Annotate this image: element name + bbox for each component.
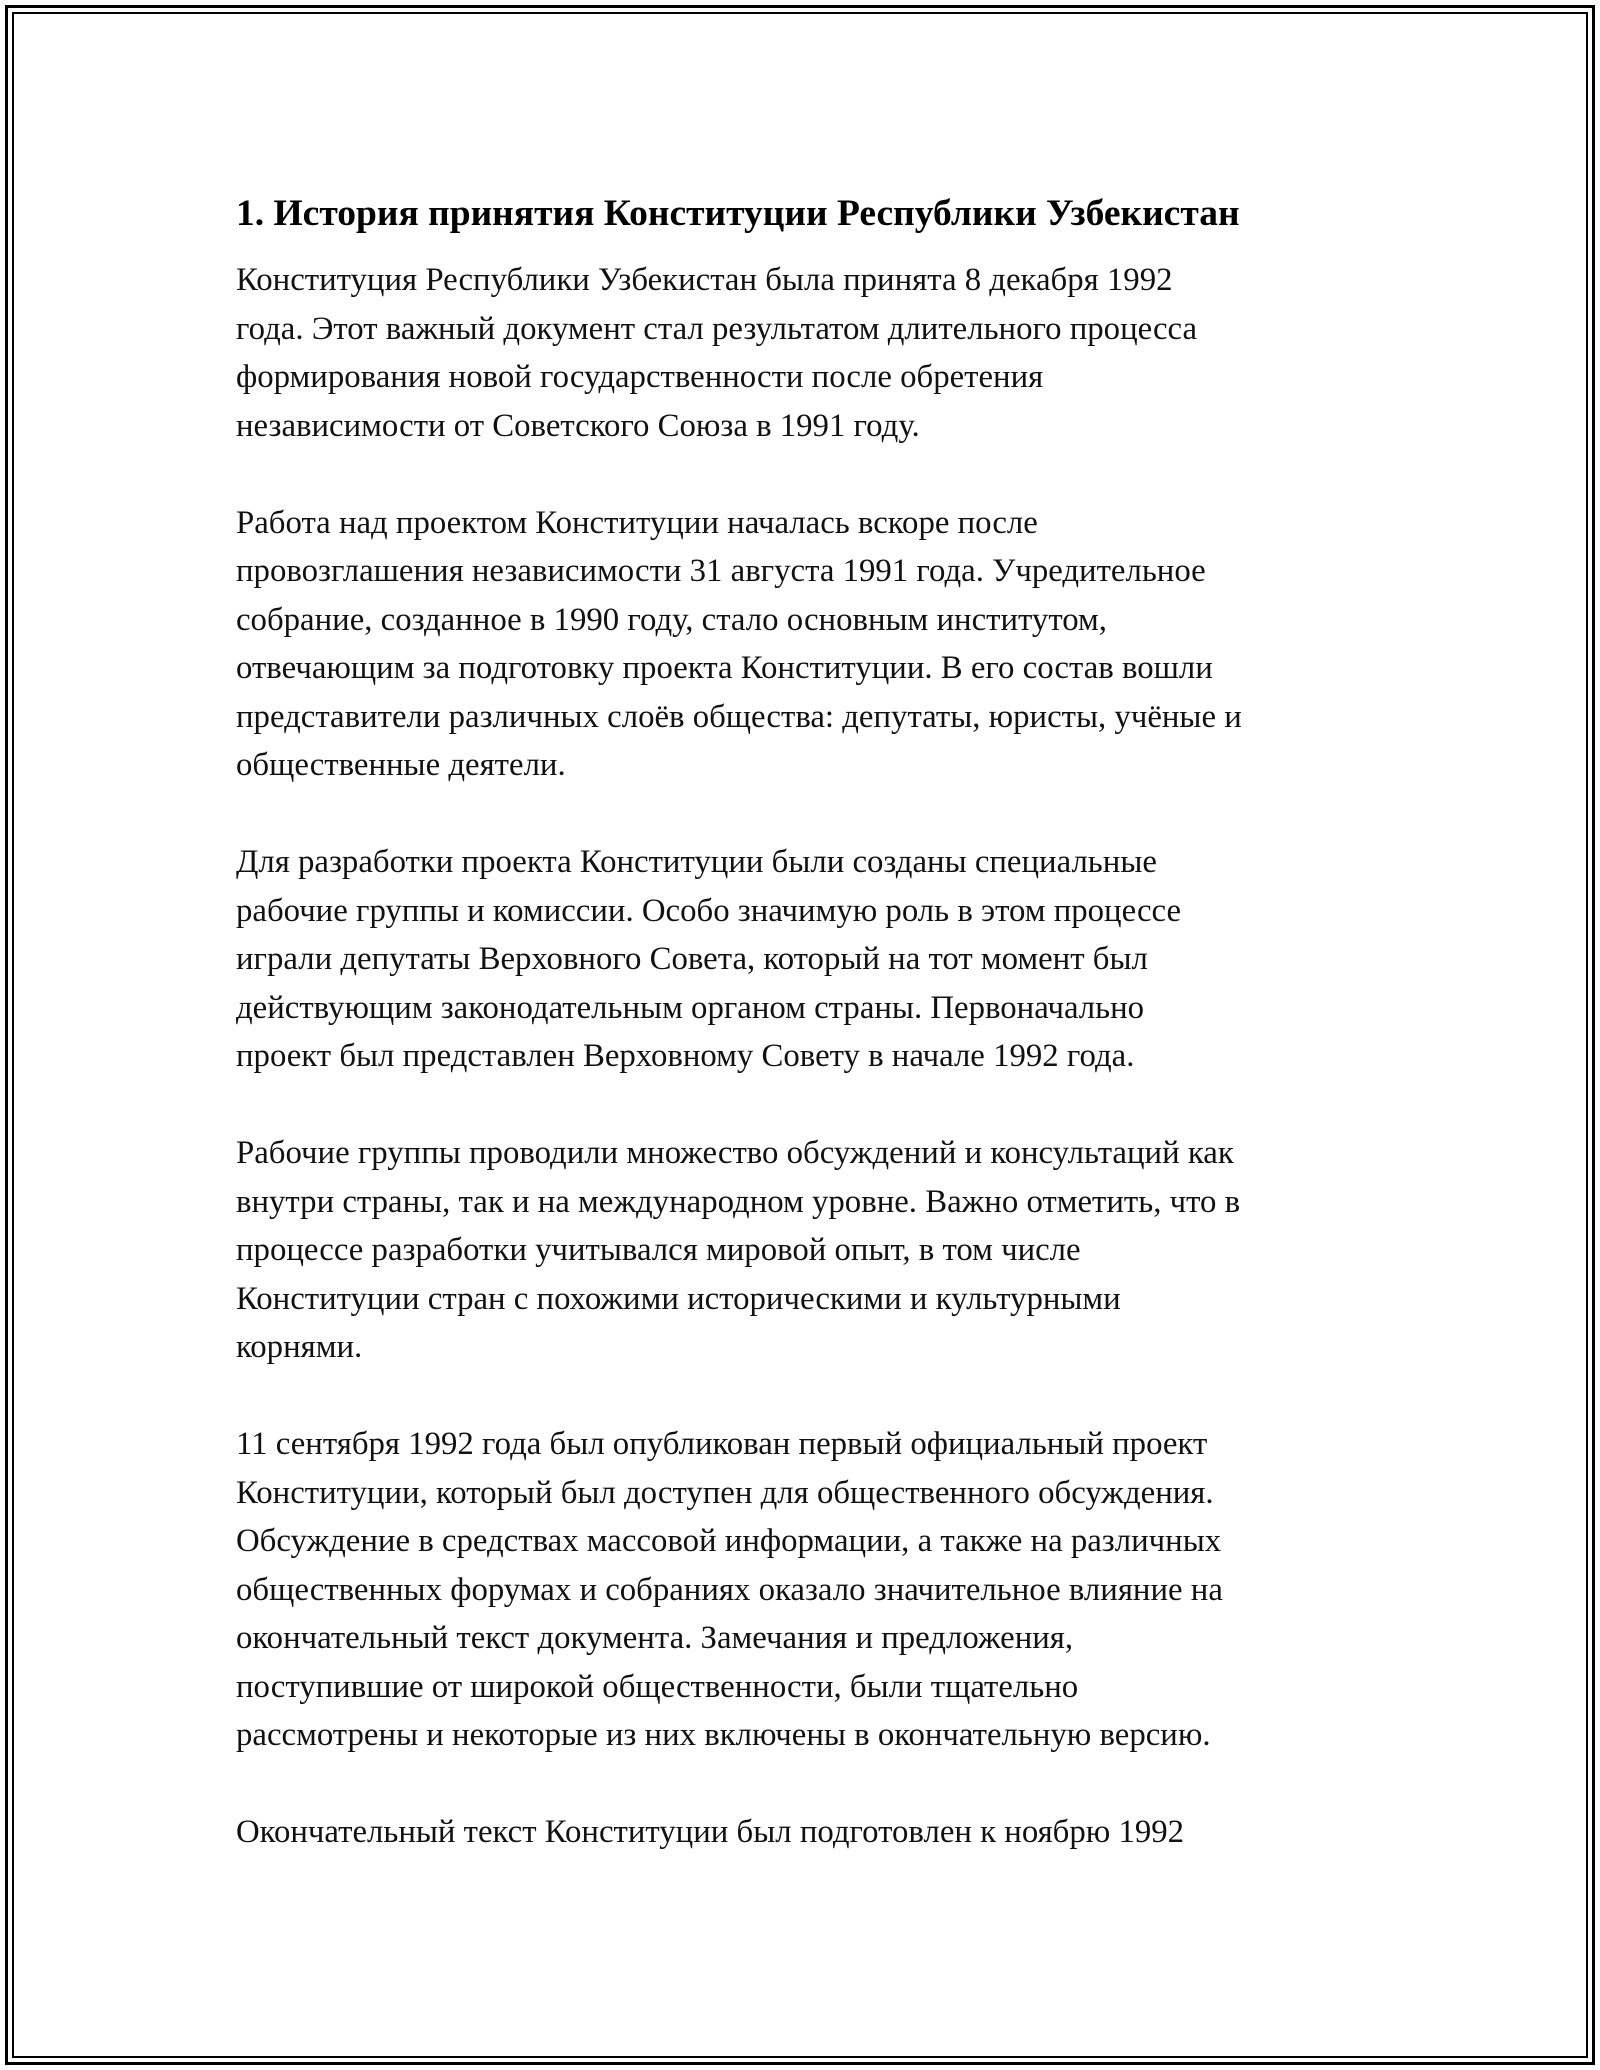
paragraph-drafting-start xyxy=(236,499,1386,790)
text-line: процессе разработки учитывался мировой опыт, в том числе xyxy=(236,1232,1081,1268)
text-line: Конституция Республики Узбекистан была принята 8 декабря 1992 xyxy=(236,262,1173,298)
section-heading: 1. История принятия Конституции Республики Узбекистан xyxy=(236,193,1240,234)
text-line: рабочие группы и комиссии. Особо значимую роль в этом процессе xyxy=(236,892,1182,929)
text-line: Обсуждение в средствах массовой информации, а также на различных xyxy=(236,1523,1222,1559)
text-line: рассмотрены и некоторые из них включены в окончательную версию. xyxy=(236,1717,1211,1753)
text-line: проект был представлен Верховному Совету в начале 1992 года. xyxy=(236,1038,1135,1074)
text-line: Рабочие группы проводили множество обсуждений и консультаций как xyxy=(236,1135,1234,1171)
text-line: Для разработки проекта Конституции были созданы специальные xyxy=(236,844,1157,880)
text-line: года. Этот важный документ стал результатом длительного процесса xyxy=(236,310,1198,347)
text-line: общественных форумах и собраниях оказало значительное влияние на xyxy=(236,1571,1223,1608)
text-line: общественные деятели. xyxy=(236,747,566,783)
text-line: Работа над проектом Конституции началась вскоре после xyxy=(236,504,1038,541)
text-line: формирования новой государственности после обретения xyxy=(236,359,1044,395)
text-line: действующим законодательным органом страны. Первоначально xyxy=(236,989,1145,1026)
text-line: 11 сентября 1992 года был опубликован первый официальный проект xyxy=(236,1426,1208,1462)
text-line: поступившие от широкой общественности, были тщательно xyxy=(236,1668,1079,1705)
paragraph-working-groups xyxy=(236,838,1386,1081)
text-line: окончательный текст документа. Замечания и предложения, xyxy=(236,1620,1074,1656)
text-line: Конституции стран с похожими историческими и культурными xyxy=(236,1280,1121,1317)
text-line: корнями. xyxy=(236,1329,363,1365)
paragraph-public-discussion xyxy=(236,1420,1386,1760)
document-body xyxy=(236,186,1386,1857)
paragraph-adoption xyxy=(236,256,1386,450)
paragraph-final-text xyxy=(236,1808,1386,1857)
text-line: представители различных слоёв общества: депутаты, юристы, учёные и xyxy=(236,698,1242,735)
text-line: отвечающим за подготовку проекта Конституции. В его состав вошли xyxy=(236,650,1213,686)
text-line: Конституции, который был доступен для общественного обсуждения. xyxy=(236,1474,1214,1511)
text-line: играли депутаты Верховного Совета, который на тот момент был xyxy=(236,941,1148,977)
text-line: собрание, созданное в 1990 году, стало основным институтом, xyxy=(236,601,1107,638)
text-line: провозглашения независимости 31 августа 1991 года. Учредительное xyxy=(236,553,1206,589)
text-line: внутри страны, так и на международном уровне. Важно отметить, что в xyxy=(236,1183,1241,1220)
text-line: независимости от Советского Союза в 1991 году. xyxy=(236,407,920,444)
text-line: Окончательный текст Конституции был подготовлен к ноябрю 1992 xyxy=(236,1814,1185,1850)
paragraph-consultations xyxy=(236,1129,1386,1372)
